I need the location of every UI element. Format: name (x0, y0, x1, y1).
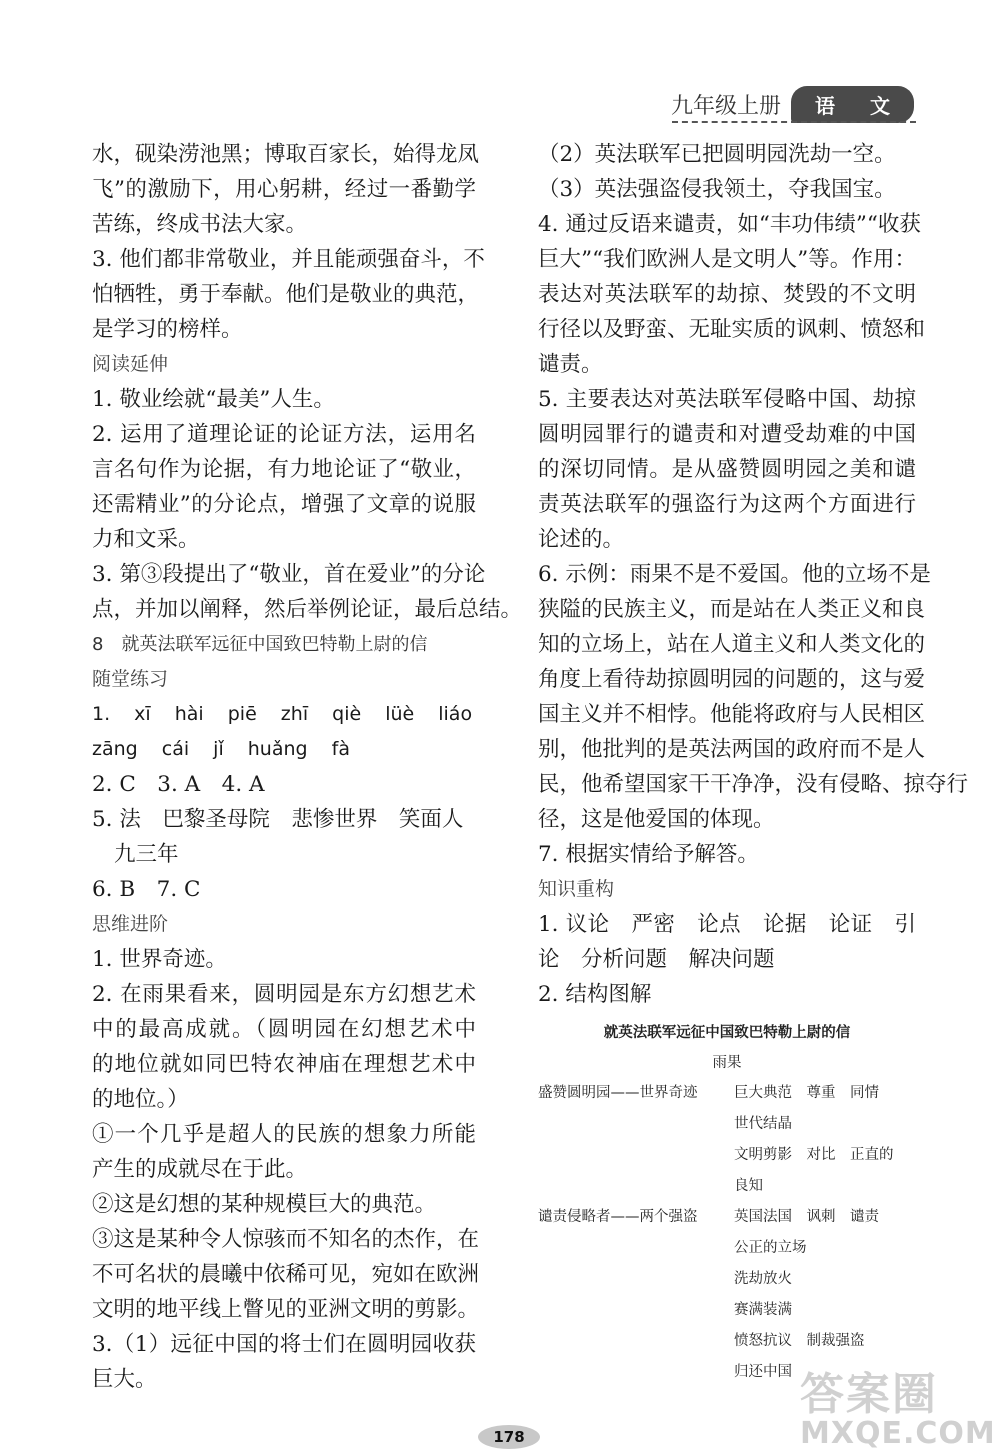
text-line: 论述的。 (538, 527, 625, 552)
text-line: 2. 运用了道理论证的论证方法，运用名 (92, 422, 476, 447)
diagram-detail: 归还中国 (734, 1364, 792, 1380)
section-heading: 知识重构 (538, 878, 615, 900)
section-heading: 随堂练习 (92, 668, 169, 690)
diagram-detail: 愤怒抗议 制裁强盗 (734, 1333, 865, 1349)
diagram-row (538, 1171, 916, 1202)
watermark-text-1: 答案圈 (800, 1369, 938, 1420)
page-header (671, 84, 914, 124)
text-line: 1. 敬业绘就“最美”人生。 (92, 387, 335, 412)
grade-label: 九年级上册 (671, 93, 782, 119)
text-line: ①一个几乎是超人的民族的想象力所能 (92, 1122, 476, 1147)
text-line: 6. B 7. C (92, 877, 201, 902)
text-line: 5. 法 巴黎圣母院 悲惨世界 笑面人 (92, 807, 464, 832)
text-line: 行径以及野蛮、无耻实质的讽刺、愤怒和 (538, 317, 926, 342)
text-line: ③这是某种令人惊骇而不知名的杰作，在 (92, 1227, 480, 1252)
text-line: 径，这是他爱国的体现。 (538, 807, 775, 832)
text-line: 1. 议论 严密 论点 论据 论证 引 (538, 912, 916, 937)
text-line: 巨大”“我们欧洲人是文明人”等。作用： (538, 247, 916, 272)
diagram-detail: 文明剪影 对比 正直的 (734, 1147, 894, 1163)
text-line: 2. 在雨果看来，圆明园是东方幻想艺术 (92, 982, 476, 1007)
diagram-row (538, 1326, 916, 1357)
text-line: 狭隘的民族主义，而是站在人类正义和良 (538, 597, 926, 622)
diagram-row (538, 1295, 916, 1326)
diagram-detail: 赛满装满 (734, 1302, 792, 1318)
diagram-branch: 谴责侵略者——两个强盗 (538, 1209, 698, 1225)
text-line: zāng cái jǐ huǎng fà (92, 738, 350, 760)
text-line: 的深切同情。是从盛赞圆明园之美和谴 (538, 457, 916, 482)
text-line: 产生的成就尽在于此。 (92, 1157, 308, 1182)
watermark-logo (800, 1358, 996, 1451)
diagram-title: 就英法联军远征中国致巴特勒上尉的信 (603, 1025, 851, 1041)
right-column (538, 137, 969, 1012)
diagram-detail: 良知 (734, 1178, 763, 1194)
diagram-detail: 世代结晶 (734, 1116, 792, 1132)
text-line: 言名句作为论据，有力地论证了“敬业， (92, 457, 476, 482)
section-heading: 阅读延伸 (92, 353, 169, 375)
section-heading: 思维进阶 (92, 913, 169, 935)
text-line: 飞”的激励下，用心躬耕，经过一番勤学 (92, 177, 476, 202)
diagram-row (538, 1264, 916, 1295)
text-line: 5. 主要表达对英法联军侵略中国、劫掠 (538, 387, 916, 412)
text-line: 知的立场上，站在人道主义和人类文化的 (538, 632, 926, 657)
text-line: 民，他希望国家干干净净，没有侵略、掠夺行 (538, 772, 969, 797)
text-line: 论 分析问题 解决问题 (538, 947, 775, 972)
text-line: 是学习的榜样。 (92, 317, 243, 342)
text-line: 水，砚染涝池黑；博取百家长，始得龙凤 (92, 142, 480, 167)
text-line: 谴责。 (538, 352, 603, 377)
diagram-row (538, 1140, 916, 1171)
chapter-title: 8 就英法联军远征中国致巴特勒上尉的信 (92, 634, 428, 655)
text-line: （2）英法联军已把圆明园洗劫一空。 (538, 142, 896, 167)
text-line: 责英法联军的强盗行为这两个方面进行 (538, 492, 916, 517)
text-line: 4. 通过反语来谴责，如“丰功伟绩”“收获 (538, 212, 921, 237)
page-number: 178 (478, 1425, 540, 1449)
text-line: 3. 他们都非常敬业，并且能顽强奋斗，不 (92, 247, 485, 272)
text-line: 3.（1）远征中国的将士们在圆明园收获 (92, 1332, 476, 1357)
text-line: 7. 根据实情给予解答。 (538, 842, 759, 867)
text-line: 2. 结构图解 (538, 982, 652, 1007)
watermark-text-2: MXQE.COM (800, 1416, 996, 1451)
text-line: 中的最高成就。（圆明园在幻想艺术中 (92, 1017, 476, 1042)
text-line: 力和文采。 (92, 527, 200, 552)
text-line: 1. xī hài piē zhī qiè lüè liáo (92, 703, 473, 725)
text-line: 角度上看待劫掠圆明园的问题的，这与爱 (538, 667, 926, 692)
text-line: 的地位就如同巴特农神庙在理想艺术中 (92, 1052, 476, 1077)
header-divider (672, 121, 916, 123)
diagram-detail: 英国法国 讽刺 谴责 (734, 1209, 879, 1225)
diagram-author: 雨果 (712, 1055, 742, 1071)
text-line: 别，他批判的是英法两国的政府而不是人 (538, 737, 926, 762)
text-line: 怕牺牲，勇于奉献。他们是敬业的典范， (92, 282, 480, 307)
left-column (92, 137, 523, 1397)
text-line: 的地位。） (92, 1087, 189, 1112)
diagram-detail: 洗劫放火 (734, 1271, 792, 1287)
text-line: 苦练，终成书法大家。 (92, 212, 308, 237)
text-line: 3. 第③段提出了“敬业，首在爱业”的分论 (92, 562, 486, 587)
text-line: 圆明园罪行的谴责和对遭受劫难的中国 (538, 422, 916, 447)
text-line: （3）英法强盗侵我领土，夺我国宝。 (538, 177, 896, 202)
subject-badge: 语 文 (791, 86, 914, 123)
diagram-branch: 盛赞圆明园——世界奇迹 (538, 1085, 698, 1101)
text-line: ②这是幻想的某种规模巨大的典范。 (92, 1192, 437, 1217)
text-line: 九三年 (114, 842, 179, 867)
text-line: 1. 世界奇迹。 (92, 947, 227, 972)
diagram-detail: 公正的立场 (734, 1240, 807, 1256)
diagram-row (538, 1202, 916, 1233)
text-line: 2. C 3. A 4. A (92, 772, 265, 797)
text-line: 文明的地平线上瞥见的亚洲文明的剪影。 (92, 1297, 480, 1322)
structure-diagram (538, 1018, 916, 1388)
text-line: 还需精业”的分论点，增强了文章的说服 (92, 492, 476, 517)
text-line: 点，并加以阐释，然后举例论证，最后总结。 (92, 597, 523, 622)
text-line: 巨大。 (92, 1367, 157, 1392)
diagram-row (538, 1078, 916, 1109)
text-line: 表达对英法联军的劫掠、焚毁的不文明 (538, 282, 916, 307)
diagram-row (538, 1109, 916, 1140)
diagram-row (538, 1233, 916, 1264)
text-line: 不可名状的晨曦中依稀可见，宛如在欧洲 (92, 1262, 480, 1287)
text-line: 6. 示例：雨果不是不爱国。他的立场不是 (538, 562, 931, 587)
text-line: 国主义并不相悖。他能将政府与人民相区 (538, 702, 926, 727)
diagram-detail: 巨大典范 尊重 同情 (734, 1085, 879, 1101)
diagram-rows (538, 1078, 916, 1388)
